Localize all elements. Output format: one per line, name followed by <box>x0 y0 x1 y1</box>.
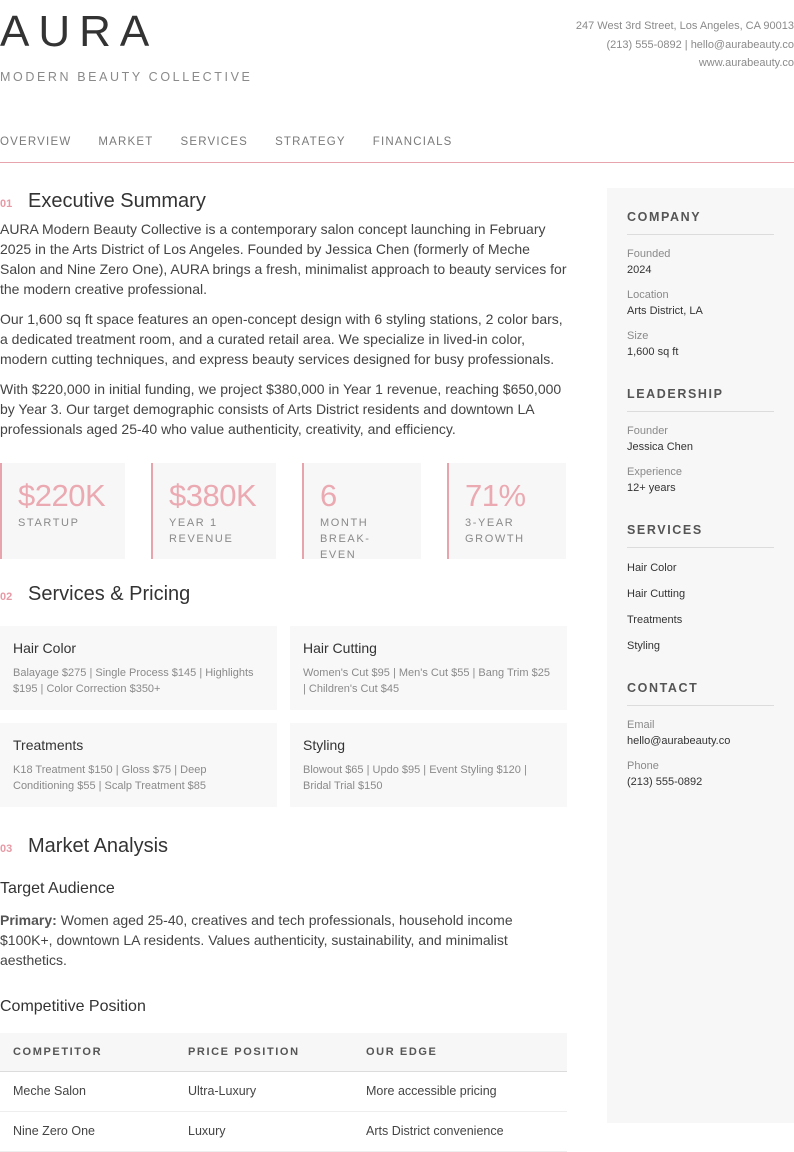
column-header: PRICE POSITION <box>175 1033 353 1071</box>
target-audience-title: Target Audience <box>0 880 115 897</box>
summary-paragraph: Our 1,600 sq ft space features an open-concept design with 6 styling stations, 2 color bars, a dedicated treatment room, and a curated retail area. We specialize in lived-in color, modern cutting techniques, and express beauty services designed for busy professionals. <box>0 311 563 367</box>
brand-name: AURA <box>0 7 159 56</box>
service-name: Styling <box>303 737 346 753</box>
stat-label: GROWTH <box>465 533 525 545</box>
main-nav <box>0 136 794 163</box>
stat-value: $220K <box>18 478 106 513</box>
sidebar <box>607 188 794 1123</box>
sidebar-service-styling[interactable]: Styling <box>627 640 661 652</box>
competitive-position-title: Competitive Position <box>0 998 146 1015</box>
stat-card-startup <box>0 463 125 559</box>
table-cell: Ultra-Luxury <box>175 1071 353 1111</box>
service-pricing: Women's Cut $95 | Men's Cut $55 | Bang Trim $25 | Children's Cut $45 <box>303 667 550 695</box>
contact-email[interactable]: hello@aurabeauty.co <box>627 735 731 747</box>
service-card-hair-cutting <box>290 626 567 710</box>
header-website[interactable]: www.aurabeauty.co <box>698 57 794 69</box>
table-cell: Luxury <box>175 1111 353 1151</box>
service-pricing: Blowout $65 | Updo $95 | Event Styling $120 | Bridal Trial $150 <box>303 764 527 792</box>
header-contact <box>576 17 794 73</box>
service-card-treatments <box>0 723 277 807</box>
stat-card-break-even <box>302 463 421 559</box>
services-heading <box>0 583 567 606</box>
field-label: Size <box>627 330 649 342</box>
header-address: 247 West 3rd Street, Los Angeles, CA 90013 <box>575 20 794 32</box>
column-header: OUR EDGE <box>353 1033 567 1071</box>
field-value: 1,600 sq ft <box>627 346 679 358</box>
service-pricing: K18 Treatment $150 | Gloss $75 | Deep Conditioning $55 | Scalp Treatment $85 <box>13 764 207 792</box>
sidebar-company <box>627 210 774 358</box>
stat-label: YEAR 1 <box>169 517 218 529</box>
table-cell: Meche Salon <box>0 1071 175 1111</box>
field-label: Experience <box>627 466 683 478</box>
services-grid <box>0 626 567 807</box>
sidebar-section-title: LEADERSHIP <box>627 387 774 412</box>
sidebar-service-treatments[interactable]: Treatments <box>627 614 683 626</box>
table-row <box>0 1111 567 1151</box>
service-card-hair-color <box>0 626 277 710</box>
nav-market[interactable]: MARKET <box>98 136 154 148</box>
section-number: 01 <box>0 198 13 210</box>
field-label: Founded <box>627 248 671 260</box>
competitor-table <box>0 1033 567 1152</box>
stat-value: 71% <box>465 478 526 513</box>
header-phone-email[interactable]: (213) 555-0892 | hello@aurabeauty.co <box>606 38 794 51</box>
sidebar-contact <box>627 681 774 788</box>
contact-phone[interactable]: (213) 555-0892 <box>627 776 703 788</box>
sidebar-section-title: SERVICES <box>627 523 774 548</box>
nav-overview[interactable]: OVERVIEW <box>0 136 72 148</box>
stat-label: MONTH <box>320 517 369 529</box>
section-title: Services & Pricing <box>28 583 191 605</box>
stat-card-year1-revenue <box>151 463 276 559</box>
section-number: 03 <box>0 843 13 855</box>
service-name: Hair Color <box>13 640 77 656</box>
target-description: Women aged 25-40, creatives and tech professionals, household income $100K+, downtown LA residents. Values authenticity, sustainability, and minimalist aesthetics. <box>0 912 513 968</box>
brand-block <box>0 7 253 84</box>
sidebar-leadership <box>627 387 774 494</box>
sidebar-services <box>627 523 774 652</box>
section-number: 02 <box>0 591 13 603</box>
stat-label: BREAK-EVEN <box>320 533 371 561</box>
table-cell: Arts District convenience <box>353 1111 567 1151</box>
nav-services[interactable]: SERVICES <box>180 136 249 148</box>
field-label: Location <box>627 289 669 301</box>
stat-card-growth <box>447 463 566 559</box>
sidebar-section-title: CONTACT <box>627 681 774 706</box>
brand-tagline: MODERN BEAUTY COLLECTIVE <box>0 70 253 84</box>
table-cell: More accessible pricing <box>353 1071 567 1111</box>
stat-label: REVENUE <box>169 533 234 545</box>
field-value: Arts District, LA <box>627 305 703 317</box>
target-audience-text <box>0 910 567 970</box>
stat-value: 6 <box>320 478 337 513</box>
field-value: Jessica Chen <box>627 441 694 453</box>
section-title: Executive Summary <box>28 190 206 212</box>
target-label: Primary: <box>0 912 57 928</box>
summary-paragraph: AURA Modern Beauty Collective is a contemporary salon concept launching in February 2025 in the Arts District of Los Angeles. Founded by Jessica Chen (formerly of Meche Salon and Nine Zero One), AURA brings a fresh, minimalist approach to beauty services for the modern creative professional. <box>0 221 567 297</box>
executive-summary-heading <box>0 190 567 213</box>
nav-strategy[interactable]: STRATEGY <box>275 136 346 148</box>
stat-label: STARTUP <box>18 517 80 529</box>
key-stats <box>0 463 567 559</box>
table-row <box>0 1071 567 1111</box>
stat-value: $380K <box>169 478 257 513</box>
section-title: Market Analysis <box>28 835 169 857</box>
stat-label: 3-YEAR <box>465 517 515 529</box>
market-analysis-heading <box>0 835 567 858</box>
sidebar-section-title: COMPANY <box>627 210 774 235</box>
field-label: Founder <box>627 425 668 437</box>
summary-paragraph: With $220,000 in initial funding, we project $380,000 in Year 1 revenue, reaching $650,000 by Year 3. Our target demographic consists of Arts District residents and downtown LA professionals aged 25-40 who value authenticity, creativity, and efficiency. <box>0 381 562 437</box>
field-value: 2024 <box>627 264 652 276</box>
service-pricing: Balayage $275 | Single Process $145 | Highlights $195 | Color Correction $350+ <box>13 667 254 695</box>
table-header-row <box>0 1033 567 1071</box>
field-value: 12+ years <box>627 482 676 494</box>
table-cell: Nine Zero One <box>0 1111 175 1151</box>
field-label: Phone <box>627 760 659 772</box>
column-header: COMPETITOR <box>0 1033 175 1071</box>
sidebar-service-hair-color[interactable]: Hair Color <box>627 562 677 574</box>
nav-financials[interactable]: FINANCIALS <box>372 136 453 148</box>
service-name: Hair Cutting <box>303 640 377 656</box>
service-name: Treatments <box>13 737 84 753</box>
field-label: Email <box>627 719 655 731</box>
main-content <box>0 190 567 1152</box>
service-card-styling <box>290 723 567 807</box>
sidebar-service-hair-cutting[interactable]: Hair Cutting <box>627 588 686 600</box>
